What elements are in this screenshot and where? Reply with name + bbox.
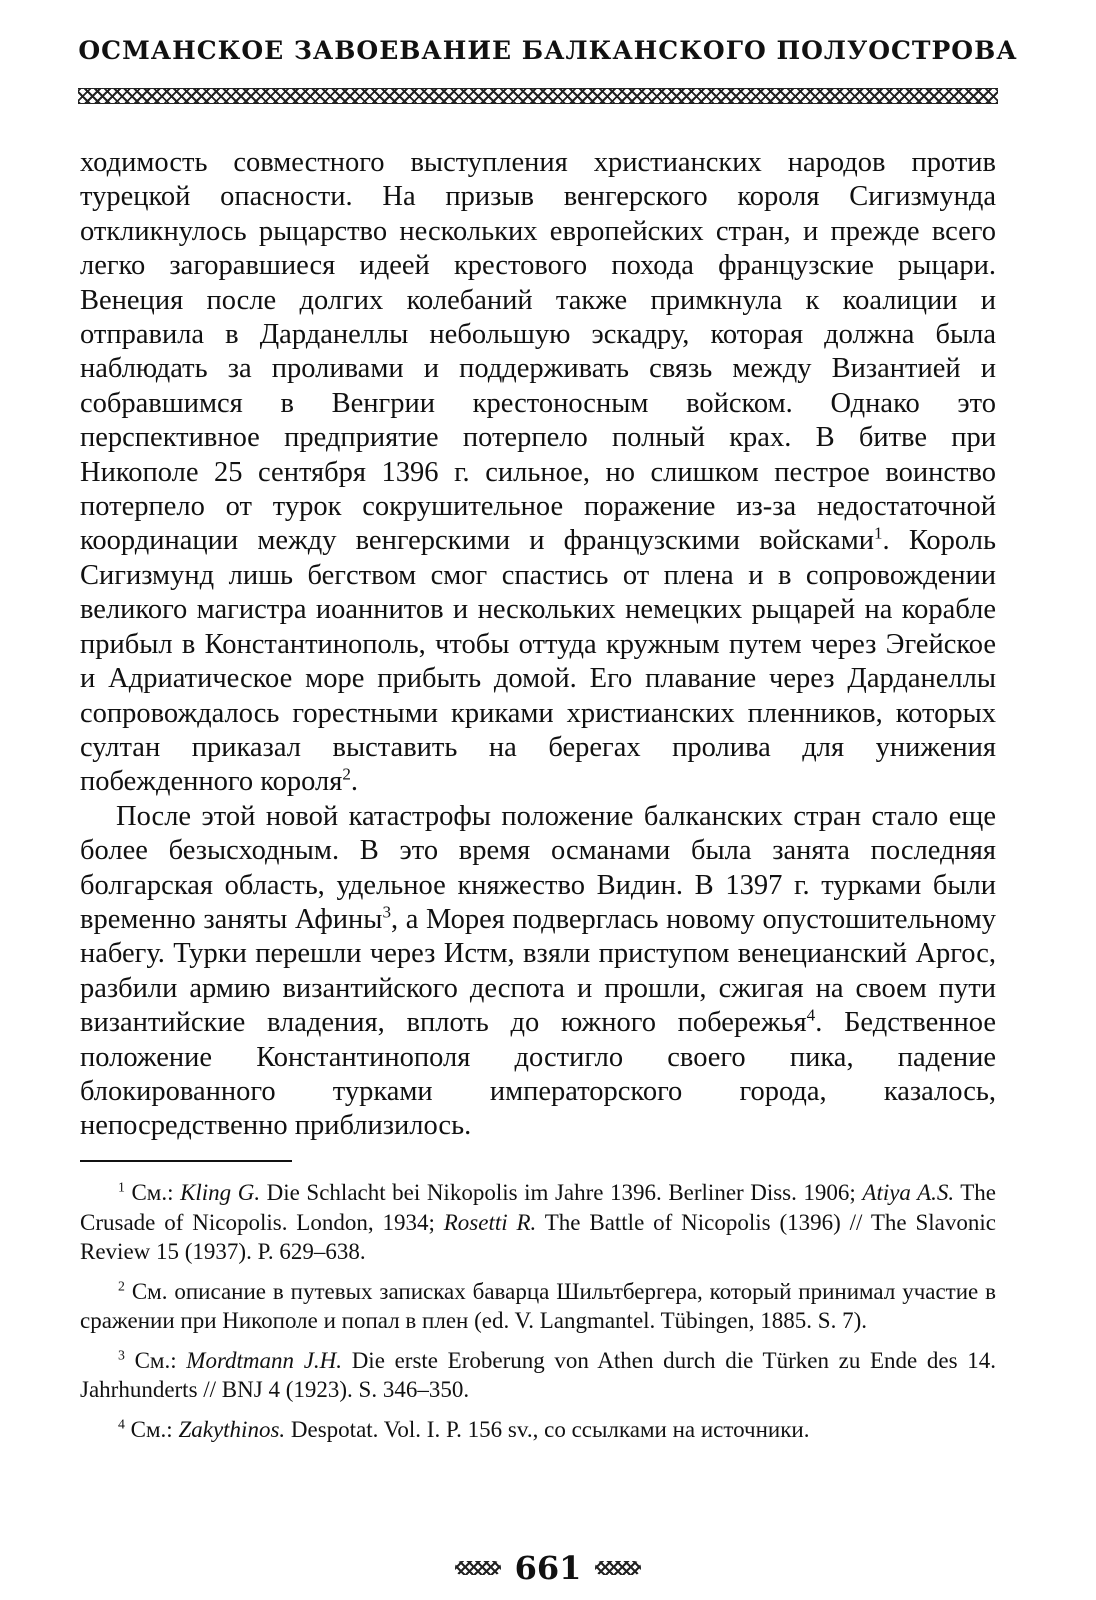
- footnote-ref-1: 1: [873, 523, 883, 543]
- folio-ornament-left-icon: [455, 1561, 501, 1575]
- footnote-author: Rosetti R.: [443, 1209, 537, 1235]
- footnote-number: 2: [118, 1277, 125, 1293]
- paragraph-2: [80, 800, 996, 1144]
- footnote-text: См.:: [131, 1180, 181, 1205]
- footnote-ref-4: 4: [806, 1005, 816, 1025]
- paragraph-1-text-b: . Король Сигизмунд лишь бегством смог спастись от плена и в сопровождении великого магистра иоаннитов и нескольких немецких рыцарей на корабле прибыл в Константинополь, чтобы оттуда кружным путем через Эгейское и Адриатическое море прибыть домой. Его плавание через Дарданеллы сопровождалось горестными криками христианских пленников, которых султан приказал выставить на берегах пролива для унижения побежденного короля: [80, 525, 996, 798]
- running-head: ОСМАНСКОЕ ЗАВОЕВАНИЕ БАЛКАНСКОГО ПОЛУОСТРОВА: [78, 36, 1018, 65]
- footnote-text: The Crusade of Nicopolis. London, 1934;: [80, 1180, 997, 1235]
- footnote-1: [80, 1178, 996, 1267]
- footnote-text: Die Schlacht bei Nikopolis im Jahre 1396. Berliner Diss. 1906;: [260, 1180, 863, 1205]
- footnote-2: [80, 1277, 996, 1336]
- header-ornament-band: [78, 88, 998, 104]
- footnote-4: [80, 1415, 996, 1445]
- paragraph-2-text-c: . Бедственное положение Константинополя достигло своего пика, падение блокированного турками императорского города, казалось, непосредственно приблизилось.: [80, 1007, 997, 1142]
- folio: [448, 1548, 648, 1588]
- footnote-author: Atiya A.S.: [862, 1180, 955, 1205]
- page-number: 661: [514, 1549, 582, 1587]
- footnote-author: Mordtmann J.H.: [186, 1347, 343, 1373]
- paragraph-2-text-a: После этой новой катастрофы положение балканских стран стало еще более безысходным. В это время османами была занята последняя болгарская область, удельное княжество Видин. В 1397 г. турками были временно заняты Афины: [80, 800, 996, 935]
- footnote-ref-3: 3: [382, 902, 391, 922]
- paragraph-2-text-b: , а Морея подверглась новому опустошительному набегу. Турки перешли через Истм, взяли приступом венецианский Аргос, разбили армию византийского деспота и прошли, сжигая на своем пути византийские владения, вплоть до южного побережья: [80, 903, 996, 1039]
- footnote-number: 1: [118, 1179, 125, 1195]
- paragraph-1: [80, 146, 996, 800]
- footnote-rule: [80, 1160, 292, 1162]
- footnote-number: 3: [118, 1346, 125, 1362]
- paragraph-1-text-c: .: [350, 766, 359, 798]
- footnote-text: См.:: [134, 1347, 187, 1373]
- footnote-text: Die erste Eroberung von Athen durch die Türken zu Ende des 14. Jahrhunderts // BNJ 4 (1923). S. 346–350.: [80, 1347, 997, 1402]
- paragraph-1-text-a: ходимость совместного выступления христианских народов против турецкой опасности. На призыв венгерского короля Сигизмунда откликнулось рыцарство нескольких европейских стран, и прежде всего легко загоравшиеся идеей крестового похода французские рыцари. Венеция после долгих колебаний также примкнула к коалиции и отправила в Дарданеллы небольшую эскадру, которая должна была наблюдать за проливами и поддерживать связь между Византией и собравшимся в Венгрии крестоносным войском. Однако это перспективное предприятие потерпело полный крах. В битве при Никополе 25 сентября 1396 г. сильное, но слишком пестрое воинство потерпело от турок сокрушительное поражение из-за недостаточной координации между венгерскими и французскими войсками: [80, 147, 996, 557]
- footnote-author: Zakythinos.: [178, 1416, 286, 1442]
- footnote-3: [80, 1346, 996, 1405]
- footnote-text: См. описание в путевых записках баварца Шильтбергера, который принимал участие в сражении при Никополе и попал в плен (ed. V. Langmantel. Tübingen, 1885. S. 7).: [80, 1278, 997, 1333]
- footnote-author: Kling G.: [180, 1180, 261, 1205]
- footnote-number: 4: [118, 1415, 125, 1431]
- footnotes: [80, 1178, 996, 1454]
- footnote-ref-2: 2: [342, 764, 351, 784]
- main-text: [80, 146, 996, 1144]
- footnote-text: См.:: [130, 1416, 179, 1442]
- footnote-text: The Battle of Nicopolis (1396) // The Slavonic Review 15 (1937). P. 629–638.: [80, 1209, 996, 1264]
- folio-ornament-right-icon: [595, 1561, 641, 1575]
- footnote-text: Despotat. Vol. I. P. 156 sv., со ссылками на источники.: [285, 1416, 810, 1442]
